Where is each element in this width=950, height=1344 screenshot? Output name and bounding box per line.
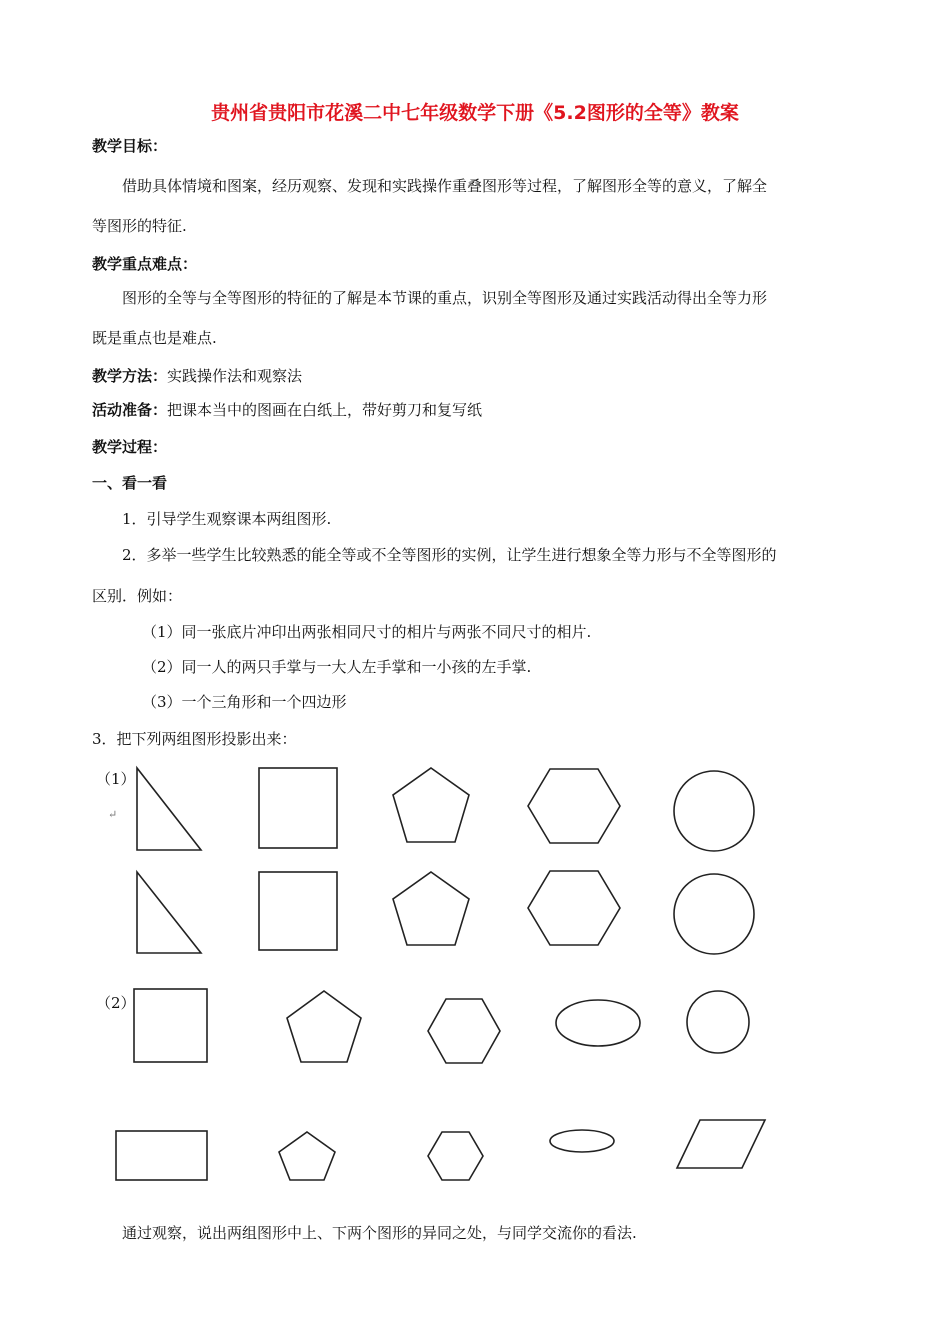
g1-top-hexagon (528, 769, 620, 843)
g1-top-square (259, 768, 337, 848)
section1-item-1: 1．引导学生观察课本两组图形. (122, 510, 332, 528)
page-title: 贵州省贵阳市花溪二中七年级数学下册《5.2图形的全等》教案 (211, 102, 739, 124)
g2-bottom-hexagon (428, 1132, 483, 1180)
section1-item-2-line-1: 2．多举一些学生比较熟悉的能全等或不全等图形的实例，让学生进行想象全等力形与不全等图形的 (122, 546, 777, 564)
group-1-label: （1） (96, 770, 136, 788)
group-2-label: （2） (96, 994, 136, 1012)
conclusion-text: 通过观察，说出两组图形中上、下两个图形的异同之处，与同学交流你的看法. (122, 1224, 637, 1242)
prep-text: 把课本当中的图画在白纸上，带好剪刀和复写纸 (167, 401, 483, 419)
prep-heading: 活动准备： (92, 401, 168, 419)
g1-bottom-hexagon (528, 871, 620, 945)
key-heading: 教学重点难点： (92, 255, 198, 273)
key-line-1: 图形的全等与全等图形的特征的了解是本节课的重点，识别全等图形及通过实践活动得出全等力形 (122, 289, 768, 307)
g2-top-hexagon (428, 999, 500, 1063)
g1-top-pentagon (393, 768, 469, 842)
goal-line-1: 借助具体情境和图案，经历观察、发现和实践操作重叠图形等过程，了解图形全等的意义，了解全 (122, 177, 768, 195)
g1-top-triangle (137, 768, 201, 850)
g2-top-ellipse (556, 1000, 640, 1046)
return-mark: ↵ (108, 808, 118, 821)
g1-bottom-square (259, 872, 337, 950)
g1-top-circle (674, 771, 754, 851)
example-1: （1）同一张底片冲印出两张相同尺寸的相片与两张不同尺寸的相片. (142, 623, 592, 641)
key-line-2: 既是重点也是难点. (92, 329, 217, 347)
section1-heading: 一、看一看 (92, 474, 168, 492)
g2-top-pentagon (287, 991, 361, 1062)
method-heading: 教学方法： (92, 367, 168, 385)
method-text: 实践操作法和观察法 (167, 367, 303, 385)
example-2: （2）同一人的两只手掌与一大人左手掌和一小孩的左手掌. (142, 658, 532, 676)
g1-bottom-triangle (137, 872, 201, 953)
section1-item-2-line-2: 区别．例如： (92, 587, 183, 605)
section1-item-3: 3．把下列两组图形投影出来： (92, 730, 297, 748)
goal-line-2: 等图形的特征. (92, 217, 187, 235)
g2-bottom-pentagon (279, 1132, 335, 1180)
goal-heading: 教学目标： (92, 137, 168, 155)
g1-bottom-circle (674, 874, 754, 954)
g2-bottom-rectangle (116, 1131, 207, 1180)
g2-top-circle (687, 991, 749, 1053)
example-3: （3）一个三角形和一个四边形 (142, 693, 347, 711)
g2-bottom-ellipse (550, 1130, 614, 1152)
process-heading: 教学过程： (92, 438, 168, 456)
g1-bottom-pentagon (393, 872, 469, 945)
g2-bottom-parallelogram (677, 1120, 765, 1168)
g2-top-square (134, 989, 207, 1062)
